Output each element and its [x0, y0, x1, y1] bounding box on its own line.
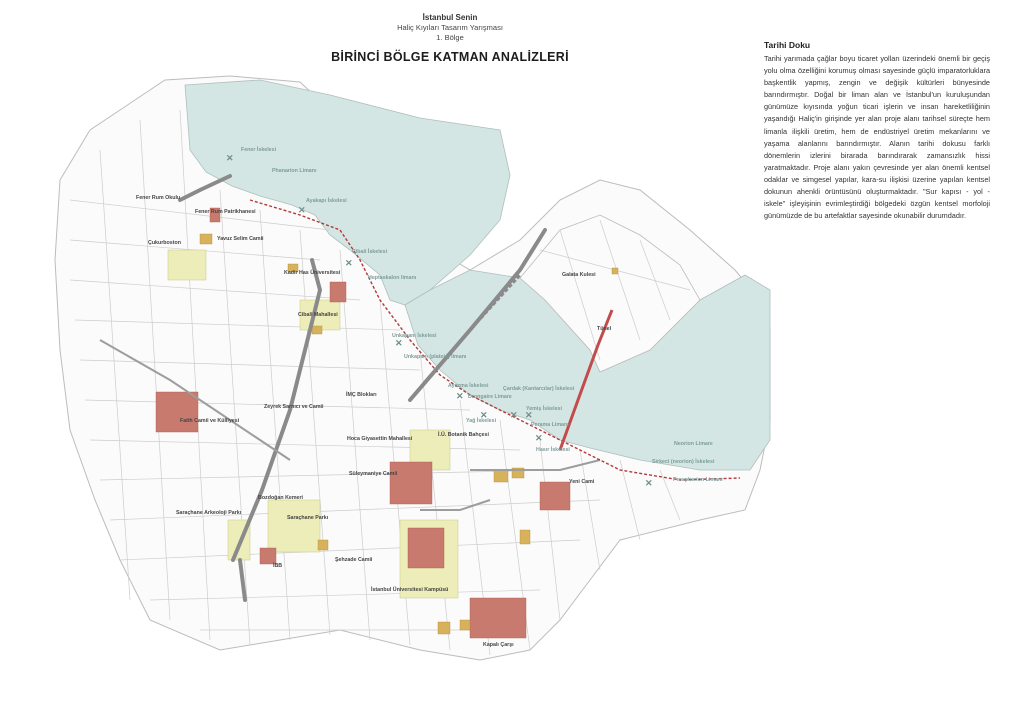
svg-text:✕: ✕: [535, 433, 543, 443]
place-label: Süleymaniye Camii: [349, 471, 398, 477]
port-label: Cibali İskelesi: [352, 249, 388, 255]
svg-text:✕: ✕: [510, 410, 518, 420]
svg-text:✕: ✕: [645, 478, 653, 488]
svg-text:✕: ✕: [298, 205, 306, 215]
port-label: Phanarion Limanı: [272, 168, 317, 174]
place-label: Bozdoğan Kemeri: [258, 495, 304, 501]
svg-text:✕: ✕: [480, 410, 488, 420]
section-title: Tarihi Doku: [764, 40, 811, 50]
description-panel: [764, 40, 990, 222]
place-label: Hoca Giyasettin Mahallesi: [347, 436, 413, 442]
region-label: 1. Bölge: [436, 33, 464, 42]
svg-text:✕: ✕: [226, 153, 234, 163]
port-label: Ayakapı İskelesi: [306, 198, 347, 204]
port-label: Yağ İskelesi: [466, 418, 497, 424]
place-label: Çukurboston: [148, 240, 181, 246]
place-label: İ.Ü. Botanik Bahçesi: [438, 432, 489, 438]
svg-text:✕: ✕: [345, 258, 353, 268]
port-label: Drongaire Limanı: [468, 394, 512, 400]
section-body: Tarihi yarımada çağlar boyu ticaret yolları üzerindeki önemli bir geçiş yolu olma özelliğini korumuş olması sayesinde güçlü imparatorluklara başkentlik yapmış, zengin ve değişik kültürleri bünyesinde barındırmıştır. Doğal bir liman alan ve İstanbul'un kuruluşundan günümüze kıyısında yoğun ticari işlerin ve insan hareketliliğinin yaşandığı Haliç'in girişinde yer alan proje alanı tarihsel süreçte hem limanla ilişkili üretim, hem de endüstriyel üretim mekanlarını ve yaşama alanlarını barındırmıştır. Alanın tarihi dokusu farklı dönemlerin izlerini birarada barındırarak zamansızlık hissi yaratmaktadır. Proje alanı yakın çevresinde yer alan önemli kentsel odaklar ve simgesel yapılar, kara-su ilişkisi üzerine yapılan kentsel dokunun ahenkli örüntüsünü oluşturmaktadır. "Sur kapısı - yol - iskele" işleyişinin evrimleştirdiği bölgedeki özgün kentsel morfoloji günümüzde de bu artefaktlar sayesinde okunabilir durumdadır.: [764, 54, 990, 221]
place-label: Fener Rum Okulu: [136, 195, 181, 201]
place-label: Cibali Mahallesi: [298, 312, 338, 318]
port-label: Çardak (Kantarcılar) İskelesi: [503, 386, 575, 392]
svg-text:✕: ✕: [525, 410, 533, 420]
port-label: Fener İskelesi: [241, 147, 277, 153]
place-label: Zeyrek Sarnıcı ve Camii: [264, 404, 324, 410]
place-label: Galata Kulesi: [562, 272, 596, 278]
place-label: Saraçhane Parkı: [287, 515, 329, 521]
place-label: Şehzade Camii: [335, 557, 373, 563]
port-label: Unkapanı (plateia) limanı: [404, 354, 467, 360]
port-label: Yemiş İskelesi: [526, 406, 562, 412]
place-label: Yeni Cami: [569, 479, 595, 485]
place-label: İBB: [273, 563, 283, 569]
place-label: Kapalı Çarşı: [483, 642, 514, 648]
page-title: BİRİNCİ BÖLGE KATMAN ANALİZLERİ: [331, 50, 569, 64]
port-label: Perama Limanı: [531, 422, 569, 428]
port-label: Unkapanı İskelesi: [392, 333, 437, 339]
project-title: İstanbul Senin: [422, 13, 478, 22]
place-label: Fatih Camii ve Külliyesi: [180, 418, 240, 424]
port-label: Heptaskalon limanı: [368, 275, 417, 281]
place-label: Kadir Has Üniversitesi: [284, 270, 341, 276]
port-label: Hasır İskelesi: [536, 447, 570, 453]
place-label: Saraçhane Arkeoloji Parkı: [176, 510, 242, 516]
competition-subtitle: Haliç Kıyıları Tasarım Yarışması: [397, 23, 503, 32]
port-label: Prospherion Limanı: [673, 477, 723, 483]
place-label: Fener Rum Patrikhanesi: [195, 209, 256, 215]
port-label: Neorion Limanı: [674, 441, 713, 447]
port-label: Sirkeci (neorion) İskelesi: [652, 459, 715, 465]
svg-text:✕: ✕: [456, 391, 464, 401]
svg-text:✕: ✕: [395, 338, 403, 348]
place-label: İstanbul Üniversitesi Kampüsü: [371, 587, 449, 593]
place-label: Yavuz Selim Camii: [217, 236, 264, 242]
place-label: Tünel: [597, 326, 612, 332]
place-label: İMÇ Blokları: [346, 392, 377, 398]
port-label: Ayazma İskelesi: [448, 383, 489, 389]
